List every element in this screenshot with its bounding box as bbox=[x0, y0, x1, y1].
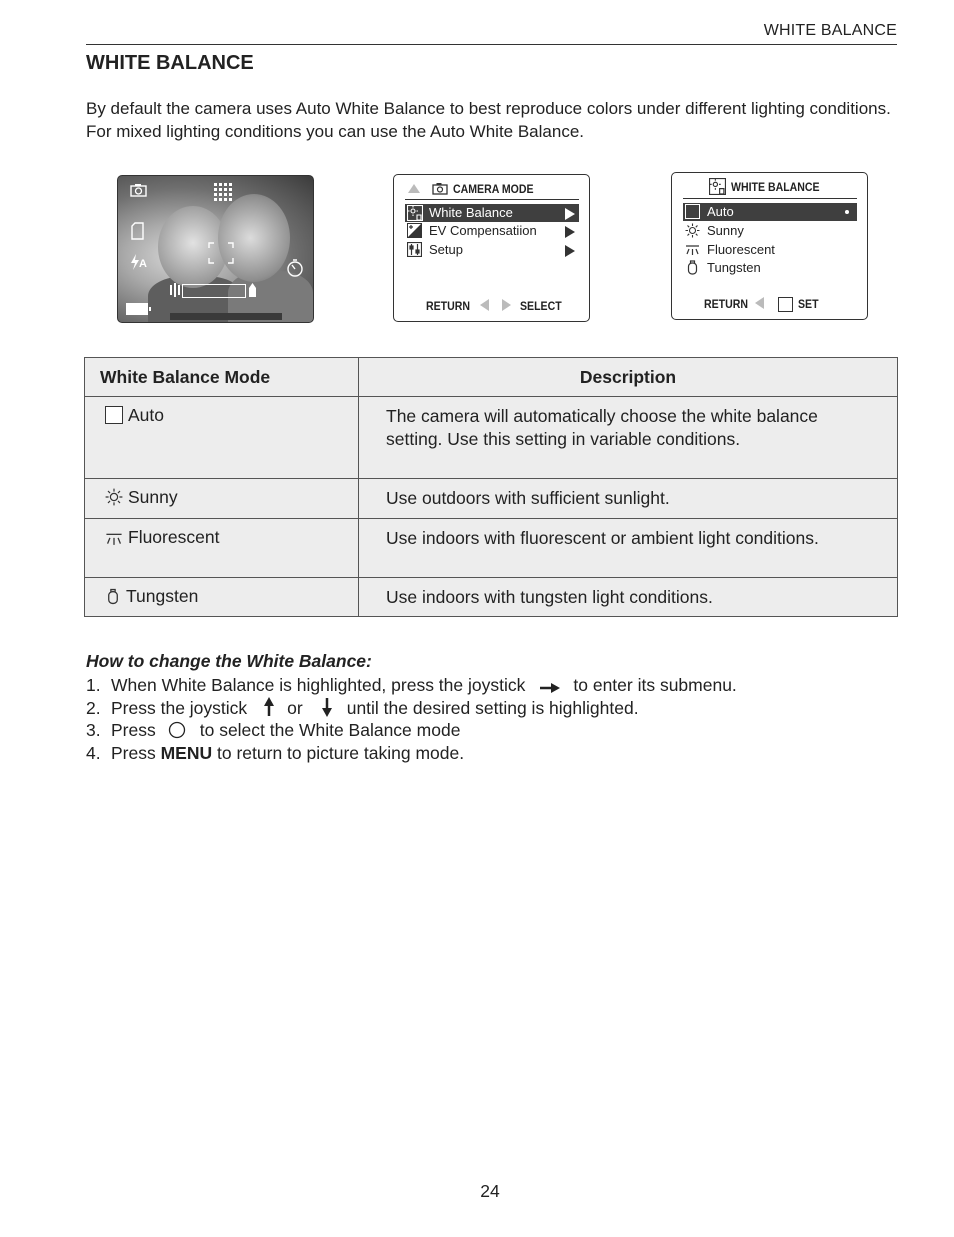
mode-label: Fluorescent bbox=[128, 526, 220, 547]
step-text: until the desired setting is highlighted. bbox=[346, 697, 639, 718]
table-header-row bbox=[85, 358, 898, 397]
page-title: WHITE BALANCE bbox=[86, 52, 254, 74]
column-header-description: Description bbox=[359, 358, 898, 397]
zoom-bar bbox=[182, 284, 246, 298]
photo-child-face-right bbox=[218, 194, 290, 282]
scroll-up-arrow-icon bbox=[408, 184, 420, 193]
step-text: to select the White Balance mode bbox=[199, 720, 461, 741]
sun-icon bbox=[685, 223, 700, 243]
flash-auto-icon bbox=[130, 254, 147, 270]
zoom-wide-icon bbox=[170, 283, 180, 297]
step-3 bbox=[86, 719, 737, 742]
select-label: SELECT bbox=[520, 299, 562, 313]
set-button-icon bbox=[778, 297, 793, 312]
table-row bbox=[85, 577, 898, 617]
mode-label: Tungsten bbox=[126, 585, 199, 606]
table-row bbox=[85, 397, 898, 479]
fluorescent-icon bbox=[105, 530, 123, 551]
left-arrow-icon bbox=[755, 297, 764, 309]
menu-title: WHITE BALANCE bbox=[731, 180, 820, 194]
menu-title-rule bbox=[405, 199, 579, 200]
return-label: RETURN bbox=[704, 297, 748, 311]
description-cell: Use indoors with tungsten light conditions. bbox=[359, 577, 898, 617]
howto-title: How to change the White Balance: bbox=[86, 651, 372, 671]
header-rule bbox=[86, 44, 897, 45]
grid-icon bbox=[214, 183, 232, 201]
menu-item-label: Setup bbox=[429, 242, 463, 257]
menu-title: CAMERA MODE bbox=[453, 182, 534, 196]
intro-paragraph: By default the camera uses Auto White Balance to best reproduce colors under different lighting conditions. For mixed lighting conditions you can use the Auto White Balance. bbox=[86, 99, 891, 141]
tungsten-bulb-icon bbox=[105, 588, 121, 610]
step-1 bbox=[86, 674, 737, 697]
howto-steps bbox=[86, 674, 737, 764]
menu-item-label: Auto bbox=[707, 204, 734, 219]
self-timer-icon bbox=[286, 259, 304, 277]
status-strip bbox=[170, 313, 282, 320]
submenu-arrow-icon bbox=[565, 208, 575, 220]
zoom-tele-icon bbox=[248, 283, 257, 297]
camera-mode-menu-screen bbox=[393, 174, 590, 322]
column-header-mode: White Balance Mode bbox=[85, 358, 359, 397]
submenu-arrow-icon bbox=[565, 245, 575, 257]
right-arrow-icon bbox=[502, 299, 511, 311]
mode-cell bbox=[85, 397, 359, 479]
menu-item-auto[interactable] bbox=[683, 203, 857, 221]
step-number: 1. bbox=[86, 675, 101, 695]
return-label: RETURN bbox=[426, 299, 470, 313]
mode-label: Sunny bbox=[128, 487, 178, 507]
running-head: WHITE BALANCE bbox=[763, 22, 897, 39]
step-4 bbox=[86, 742, 737, 765]
page-number: 24 bbox=[480, 1181, 500, 1201]
step-text: When White Balance is highlighted, press the joystick bbox=[111, 675, 526, 695]
step-text: to enter its submenu. bbox=[573, 675, 737, 695]
menu-title-rule bbox=[683, 198, 857, 199]
ev-compensation-icon bbox=[407, 223, 422, 243]
step-text: Press bbox=[111, 720, 156, 741]
table-row bbox=[85, 518, 898, 577]
menu-key-label: MENU bbox=[160, 742, 213, 763]
white-balance-menu-screen bbox=[671, 172, 868, 320]
submenu-arrow-icon bbox=[565, 226, 575, 238]
menu-item-fluorescent[interactable] bbox=[683, 241, 857, 259]
set-label: SET bbox=[798, 297, 819, 311]
flash-auto-label: A bbox=[139, 258, 147, 270]
table-row bbox=[85, 479, 898, 519]
description-cell: The camera will automatically choose the white balance setting. Use this setting in variable conditions. bbox=[359, 397, 898, 479]
menu-item-tungsten[interactable] bbox=[683, 259, 857, 277]
mode-cell bbox=[85, 518, 359, 577]
menu-item-label: Sunny bbox=[707, 223, 744, 238]
step-text: Press bbox=[111, 742, 156, 763]
menu-item-label: EV Compensatiion bbox=[429, 223, 537, 238]
description-cell: Use indoors with fluorescent or ambient light conditions. bbox=[359, 518, 898, 577]
menu-item-sunny[interactable] bbox=[683, 222, 857, 240]
setup-icon bbox=[407, 242, 422, 262]
mode-cell bbox=[85, 577, 359, 617]
sun-icon bbox=[105, 488, 123, 511]
step-2 bbox=[86, 697, 737, 720]
menu-item-label: Tungsten bbox=[707, 260, 761, 275]
menu-item-setup[interactable] bbox=[405, 241, 579, 259]
white-balance-table bbox=[84, 357, 898, 617]
camera-preview-screen bbox=[117, 175, 314, 323]
step-text: or bbox=[287, 697, 303, 718]
step-text: to return to picture taking mode. bbox=[217, 742, 465, 763]
camera-icon bbox=[130, 183, 147, 197]
step-text: Press the joystick bbox=[111, 697, 248, 718]
battery-icon bbox=[126, 303, 148, 315]
left-arrow-icon bbox=[480, 299, 489, 311]
menu-item-label: White Balance bbox=[429, 205, 513, 220]
white-balance-icon bbox=[709, 178, 726, 200]
step-number: 4. bbox=[86, 742, 101, 763]
auto-box-icon bbox=[685, 204, 700, 224]
auto-box-icon bbox=[105, 406, 123, 429]
menu-item-label: Fluorescent bbox=[707, 242, 775, 257]
step-number: 2. bbox=[86, 697, 101, 718]
camera-icon bbox=[432, 182, 448, 200]
description-cell: Use outdoors with sufficient sunlight. bbox=[359, 479, 898, 519]
menu-item-white-balance[interactable] bbox=[405, 204, 579, 222]
focus-frame-icon bbox=[208, 242, 234, 264]
step-number: 3. bbox=[86, 720, 101, 741]
memory-card-icon bbox=[131, 222, 144, 240]
tungsten-bulb-icon bbox=[685, 260, 700, 280]
menu-item-ev-compensation[interactable] bbox=[405, 222, 579, 240]
mode-cell bbox=[85, 479, 359, 519]
mode-label: Auto bbox=[128, 405, 164, 425]
selected-dot-icon bbox=[845, 210, 849, 214]
